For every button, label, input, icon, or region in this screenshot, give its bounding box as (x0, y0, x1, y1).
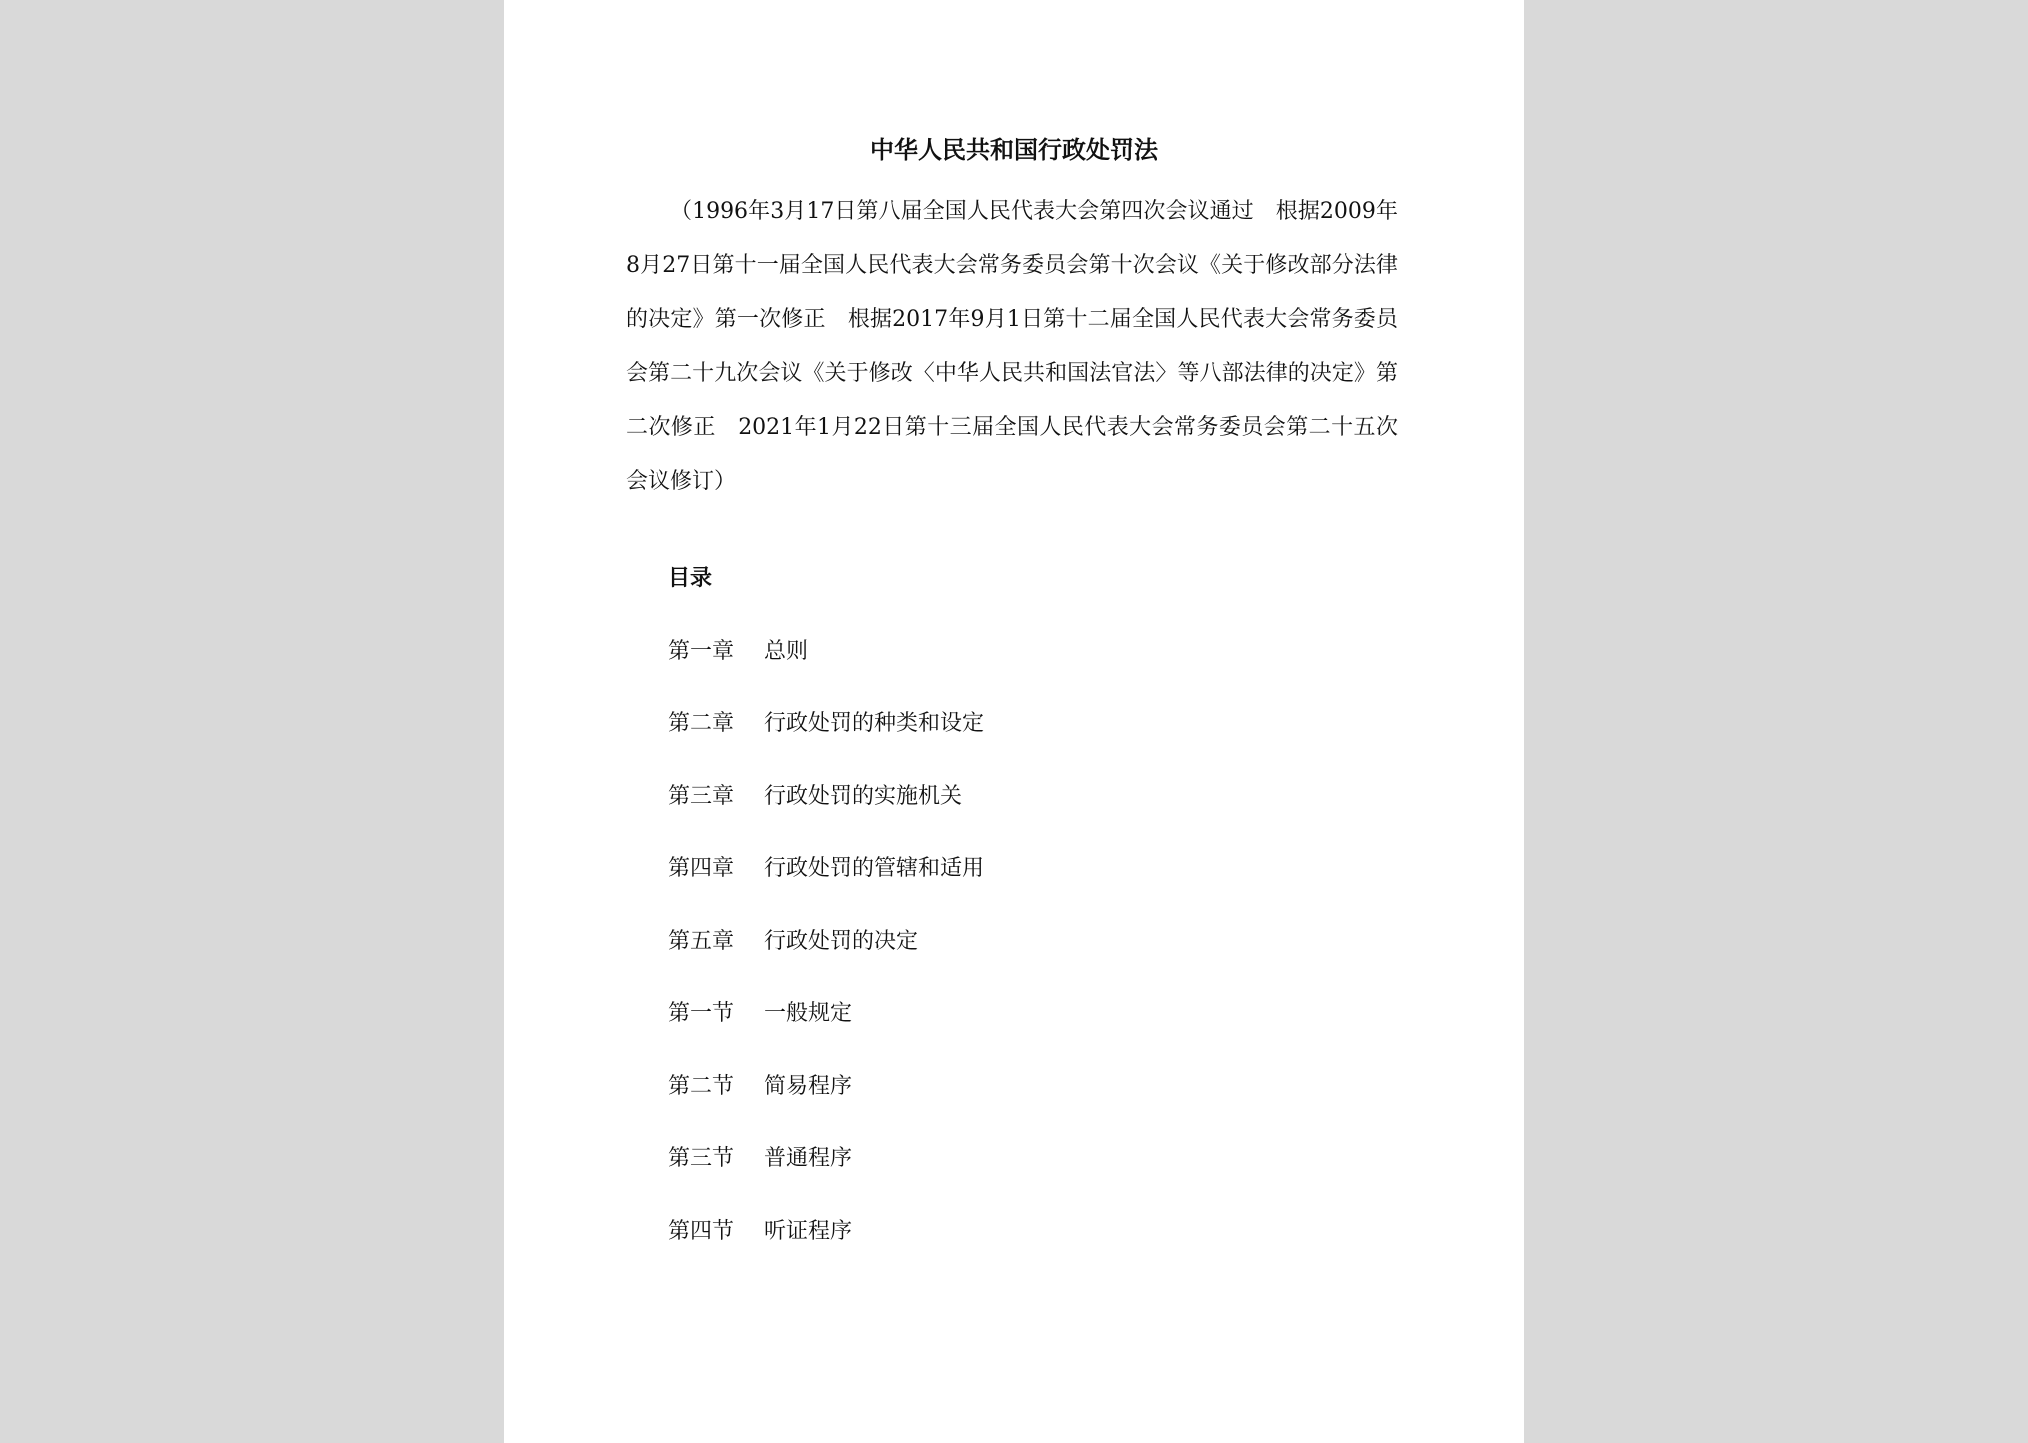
toc-item (668, 1139, 852, 1179)
toc-item-number: 第五章 (668, 929, 735, 954)
toc-item-label: 行政处罚的实施机关 (764, 784, 963, 809)
toc-item-number: 第四节 (668, 1219, 735, 1244)
document-title: 中华人民共和国行政处罚法 (870, 135, 1158, 164)
toc-item-label: 普通程序 (764, 1146, 853, 1171)
toc-item-label: 简易程序 (764, 1074, 853, 1099)
toc-item (668, 777, 962, 817)
toc-item-label: 听证程序 (764, 1219, 853, 1244)
toc-item (668, 1067, 852, 1107)
toc-item (668, 1212, 852, 1252)
toc-item (668, 922, 918, 962)
document-page (504, 0, 1524, 1443)
toc-item (668, 994, 852, 1034)
toc-item-number: 第二章 (668, 711, 735, 736)
toc-item-label: 一般规定 (764, 1001, 853, 1026)
toc-item-number: 第三章 (668, 784, 735, 809)
toc-item (668, 632, 808, 672)
toc-item-label: 行政处罚的种类和设定 (764, 711, 985, 736)
toc-heading: 目录 (668, 565, 713, 591)
toc-item-number: 第三节 (668, 1146, 735, 1171)
document-preamble: （1996年3月17日第八届全国人民代表大会第四次会议通过 根据2009年8月27日第十一届全国人民代表大会常务委员会第十次会议《关于修改部分法律的决定》第一次修正 根据2017年9月1日第十二届全国人民代表大会常务委员会第二十九次会议《关于修改〈中华人民共和国法官法〉等八部法律的决定》第二次修正 2021年1月22日第十三届全国人民代表大会常务委员会第二十五次会议修订） (626, 199, 1398, 494)
toc-item-number: 第一章 (668, 639, 735, 664)
toc-item-label: 行政处罚的管辖和适用 (764, 856, 985, 881)
toc-item-number: 第二节 (668, 1074, 735, 1099)
toc-item-label: 行政处罚的决定 (764, 929, 919, 954)
toc-item (668, 704, 984, 744)
toc-item-label: 总则 (764, 639, 809, 664)
toc-item (668, 849, 984, 889)
toc-item-number: 第一节 (668, 1001, 735, 1026)
toc-item-number: 第四章 (668, 856, 735, 881)
